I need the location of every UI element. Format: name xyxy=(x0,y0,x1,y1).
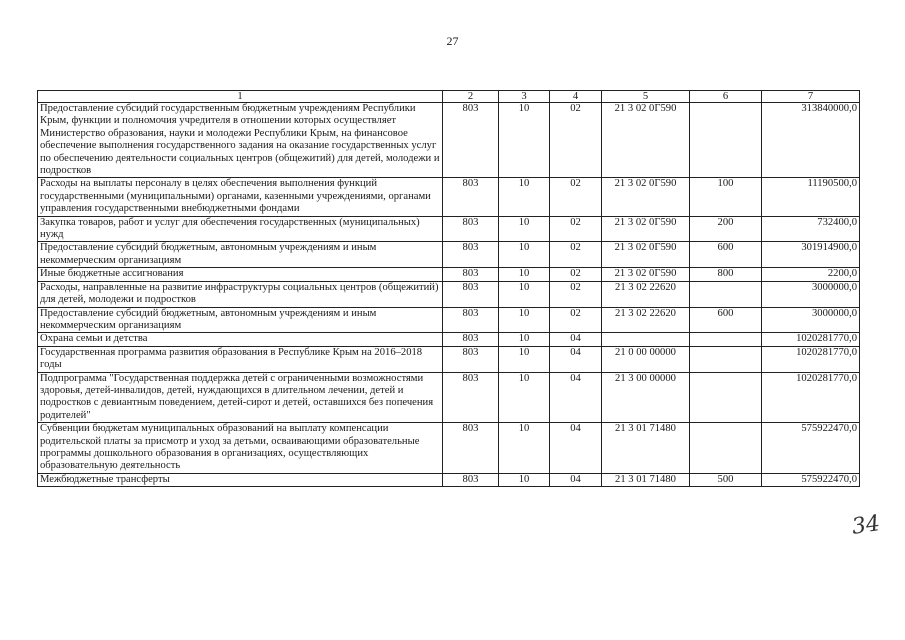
cell-subsection-code: 02 xyxy=(550,178,602,216)
cell-amount: 1020281770,0 xyxy=(762,372,860,423)
row-description: Межбюджетные трансферты xyxy=(38,473,443,486)
table-row xyxy=(38,103,860,178)
table-row xyxy=(38,307,860,333)
table-row xyxy=(38,346,860,372)
cell-ministry-code: 803 xyxy=(443,242,499,268)
row-description: Расходы на выплаты персоналу в целях обеспечения выполнения функций государственными (муниципальными) органами, казенными учреждениями, органами управления государственными внебюджетными фондами xyxy=(38,178,443,216)
cell-ministry-code: 803 xyxy=(443,307,499,333)
cell-target-article: 21 3 02 0Г590 xyxy=(602,216,690,242)
cell-subsection-code: 04 xyxy=(550,473,602,486)
table-row xyxy=(38,423,860,474)
cell-amount: 11190500,0 xyxy=(762,178,860,216)
handwritten-page-mark: 34 xyxy=(850,511,882,540)
cell-target-article: 21 3 02 0Г590 xyxy=(602,178,690,216)
cell-expense-type: 600 xyxy=(690,242,762,268)
cell-subsection-code: 02 xyxy=(550,268,602,281)
cell-section-code: 10 xyxy=(499,372,550,423)
row-description: Подпрограмма "Государственная поддержка детей с ограниченными возможностями здоровья, детей-инвалидов, детей, нуждающихся в длительном лечении, детей и подростков с девиантным поведением, детей-сирот и детей, оставшихся без попечения родителей" xyxy=(38,372,443,423)
cell-expense-type xyxy=(690,346,762,372)
cell-target-article: 21 3 02 22620 xyxy=(602,281,690,307)
cell-subsection-code: 04 xyxy=(550,333,602,346)
row-description: Иные бюджетные ассигнования xyxy=(38,268,443,281)
column-header: 1 xyxy=(38,91,443,103)
table-row xyxy=(38,242,860,268)
cell-target-article: 21 3 01 71480 xyxy=(602,473,690,486)
cell-amount: 575922470,0 xyxy=(762,473,860,486)
cell-section-code: 10 xyxy=(499,103,550,178)
cell-expense-type xyxy=(690,333,762,346)
column-header: 5 xyxy=(602,91,690,103)
cell-amount: 3000000,0 xyxy=(762,307,860,333)
cell-target-article: 21 3 00 00000 xyxy=(602,372,690,423)
cell-section-code: 10 xyxy=(499,473,550,486)
cell-expense-type xyxy=(690,372,762,423)
column-header: 7 xyxy=(762,91,860,103)
table-row xyxy=(38,268,860,281)
cell-amount: 2200,0 xyxy=(762,268,860,281)
row-description: Охрана семьи и детства xyxy=(38,333,443,346)
cell-subsection-code: 04 xyxy=(550,372,602,423)
cell-ministry-code: 803 xyxy=(443,178,499,216)
table-row xyxy=(38,333,860,346)
cell-section-code: 10 xyxy=(499,268,550,281)
cell-section-code: 10 xyxy=(499,346,550,372)
cell-amount: 1020281770,0 xyxy=(762,346,860,372)
budget-table xyxy=(37,90,860,487)
cell-subsection-code: 02 xyxy=(550,307,602,333)
cell-target-article: 21 0 00 00000 xyxy=(602,346,690,372)
cell-section-code: 10 xyxy=(499,281,550,307)
row-description: Субвенции бюджетам муниципальных образований на выплату компенсации родительской платы за присмотр и уход за детьми, осваивающими образовательные программы дошкольного образования в организациях, осуществляющих образовательную деятельность xyxy=(38,423,443,474)
cell-expense-type xyxy=(690,281,762,307)
cell-ministry-code: 803 xyxy=(443,423,499,474)
row-description: Предоставление субсидий государственным бюджетным учреждениям Республики Крым, функции и полномочия учредителя в отношении которых осуществляет Министерство образования, науки и молодежи Республики Крым, на финансовое обеспечение выполнения государственного задания на оказание государственных услуг по обеспечению деятельности социальных центров (общежитий) для детей, молодежи и подростков xyxy=(38,103,443,178)
cell-expense-type xyxy=(690,103,762,178)
cell-target-article: 21 3 02 0Г590 xyxy=(602,103,690,178)
cell-amount: 313840000,0 xyxy=(762,103,860,178)
cell-section-code: 10 xyxy=(499,423,550,474)
cell-expense-type: 100 xyxy=(690,178,762,216)
cell-amount: 575922470,0 xyxy=(762,423,860,474)
cell-amount: 301914900,0 xyxy=(762,242,860,268)
row-description: Предоставление субсидий бюджетным, автономным учреждениям и иным некоммерческим организациям xyxy=(38,307,443,333)
cell-ministry-code: 803 xyxy=(443,473,499,486)
cell-ministry-code: 803 xyxy=(443,346,499,372)
cell-subsection-code: 02 xyxy=(550,103,602,178)
cell-target-article xyxy=(602,333,690,346)
cell-section-code: 10 xyxy=(499,307,550,333)
cell-subsection-code: 04 xyxy=(550,346,602,372)
table-row xyxy=(38,178,860,216)
cell-ministry-code: 803 xyxy=(443,372,499,423)
cell-section-code: 10 xyxy=(499,178,550,216)
cell-expense-type xyxy=(690,423,762,474)
page-number: 27 xyxy=(446,34,459,48)
cell-amount: 3000000,0 xyxy=(762,281,860,307)
cell-ministry-code: 803 xyxy=(443,333,499,346)
row-description: Закупка товаров, работ и услуг для обеспечения государственных (муниципальных) нужд xyxy=(38,216,443,242)
cell-amount: 732400,0 xyxy=(762,216,860,242)
column-header: 4 xyxy=(550,91,602,103)
cell-amount: 1020281770,0 xyxy=(762,333,860,346)
column-header: 3 xyxy=(499,91,550,103)
cell-target-article: 21 3 01 71480 xyxy=(602,423,690,474)
cell-expense-type: 200 xyxy=(690,216,762,242)
cell-subsection-code: 04 xyxy=(550,423,602,474)
table-row xyxy=(38,281,860,307)
cell-target-article: 21 3 02 0Г590 xyxy=(602,268,690,281)
cell-target-article: 21 3 02 0Г590 xyxy=(602,242,690,268)
table-row xyxy=(38,473,860,486)
table-row xyxy=(38,372,860,423)
table-header-row xyxy=(38,91,860,103)
cell-expense-type: 500 xyxy=(690,473,762,486)
table-row xyxy=(38,216,860,242)
cell-section-code: 10 xyxy=(499,333,550,346)
cell-target-article: 21 3 02 22620 xyxy=(602,307,690,333)
cell-subsection-code: 02 xyxy=(550,281,602,307)
cell-section-code: 10 xyxy=(499,242,550,268)
cell-ministry-code: 803 xyxy=(443,103,499,178)
cell-ministry-code: 803 xyxy=(443,216,499,242)
cell-ministry-code: 803 xyxy=(443,281,499,307)
row-description: Предоставление субсидий бюджетным, автономным учреждениям и иным некоммерческим организациям xyxy=(38,242,443,268)
column-header: 2 xyxy=(443,91,499,103)
cell-expense-type: 800 xyxy=(690,268,762,281)
row-description: Государственная программа развития образования в Республике Крым на 2016–2018 годы xyxy=(38,346,443,372)
cell-subsection-code: 02 xyxy=(550,216,602,242)
cell-section-code: 10 xyxy=(499,216,550,242)
column-header: 6 xyxy=(690,91,762,103)
cell-ministry-code: 803 xyxy=(443,268,499,281)
cell-subsection-code: 02 xyxy=(550,242,602,268)
cell-expense-type: 600 xyxy=(690,307,762,333)
row-description: Расходы, направленные на развитие инфраструктуры социальных центров (общежитий) для детей, молодежи и подростков xyxy=(38,281,443,307)
